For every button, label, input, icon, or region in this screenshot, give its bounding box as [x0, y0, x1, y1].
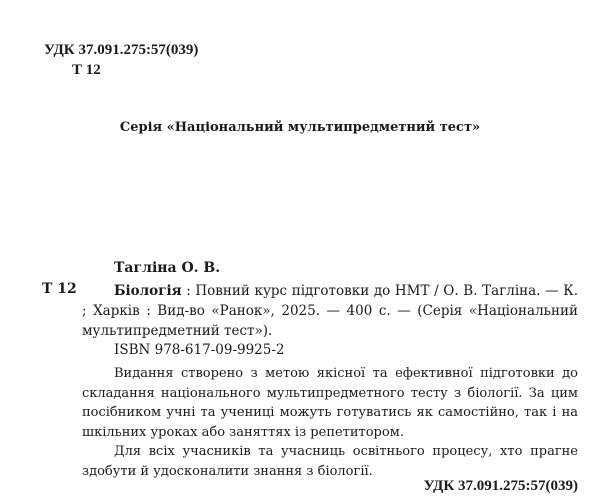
annotation — [82, 364, 578, 481]
annotation-paragraph: Видання створено з метою якісної та ефективної підготовки до складання національного мультипредметного тесту з біології. За цим посібником учні та учениці можуть готуватись як самостійно, так і на шкільних уроках або заняттях із репетитором. — [82, 366, 578, 440]
author-name: Тагліна О. В. — [114, 260, 221, 276]
udc-code-bottom: УДК 37.091.275:57(039) — [423, 478, 578, 494]
bibliographic-details: : Повний курс підготовки до НМТ / О. В. Тагліна. — К. ; Харків : Вид-во «Ранок», 2025. — 400 с. — (Серія «Національний мультипредметний тест»). — [82, 283, 578, 339]
udc-code-top: УДК 37.091.275:57(039) — [44, 42, 199, 58]
annotation-paragraph: Для всіх учасників та учасниць освітнього процесу, хто прагне здобути й удосконалити знання з біології. — [82, 444, 578, 479]
isbn: ISBN 978-617-09-9925-2 — [114, 342, 285, 358]
book-title: Біологія — [114, 283, 182, 299]
author-mark-top: Т 12 — [72, 62, 101, 78]
series-title: Серія «Національний мультипредметний тест» — [119, 120, 481, 135]
author-mark: Т 12 — [42, 281, 77, 297]
bibliographic-description — [82, 281, 578, 341]
